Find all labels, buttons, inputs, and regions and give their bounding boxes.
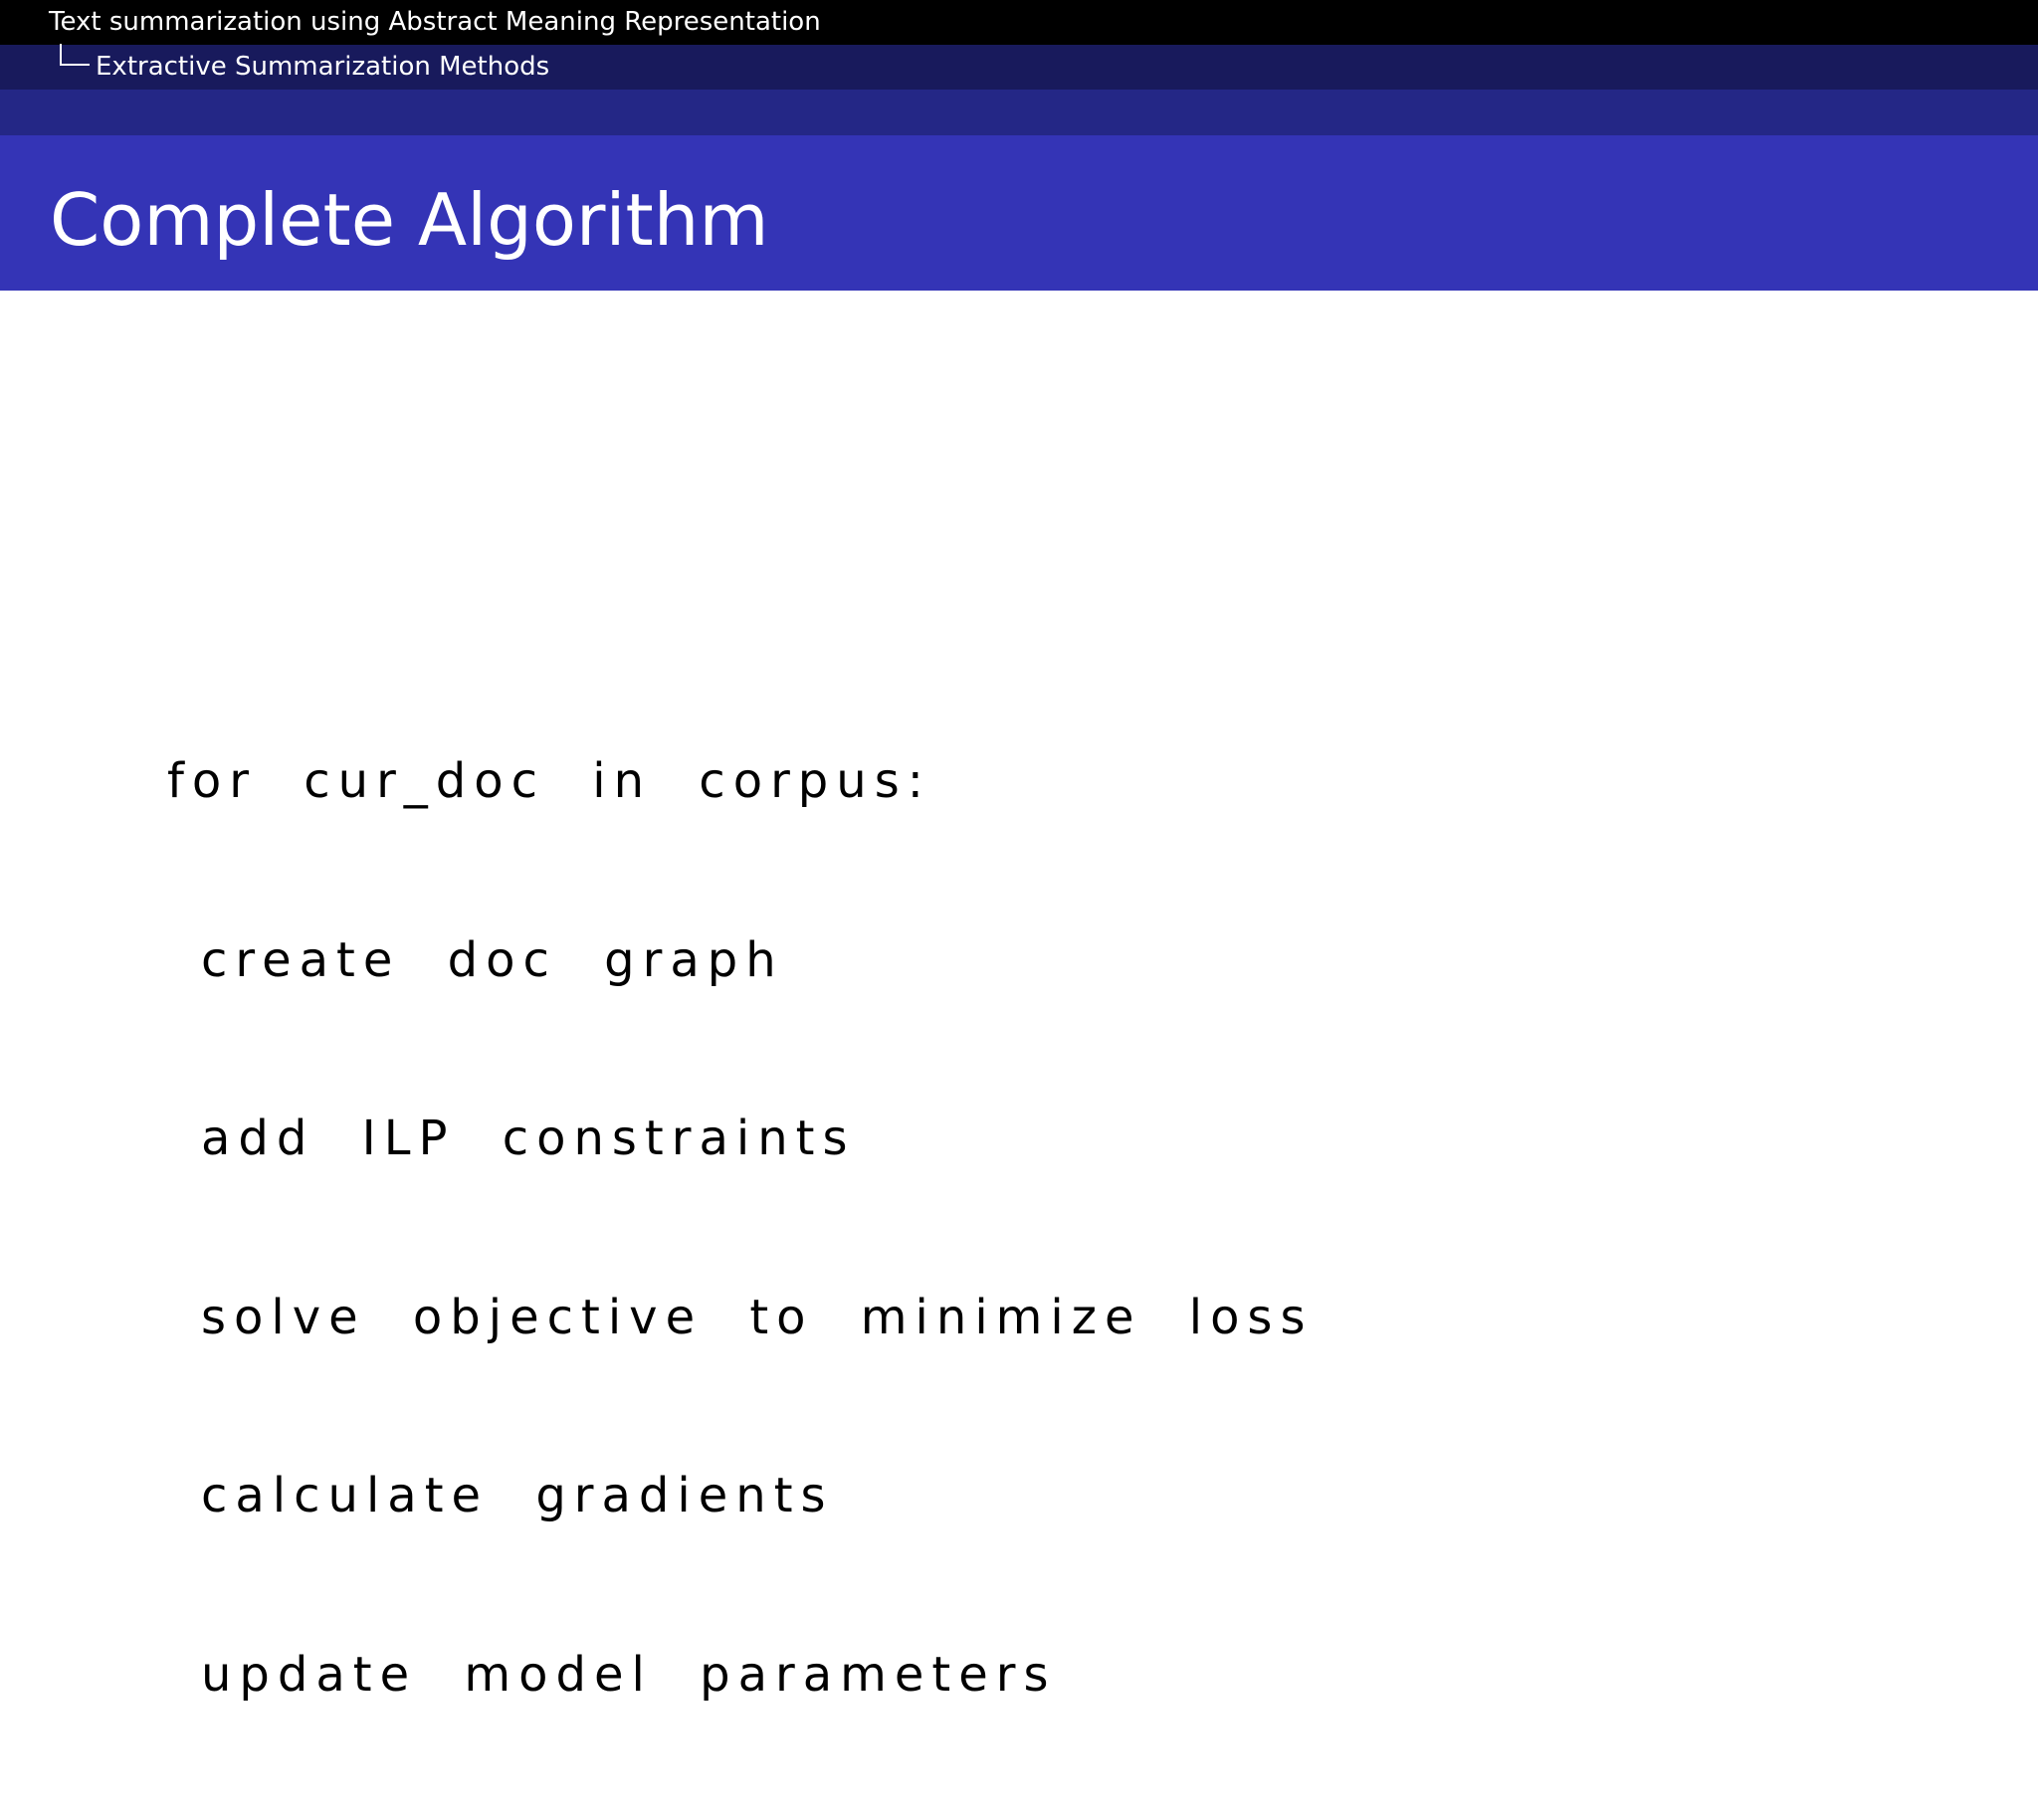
algorithm-block — [167, 637, 1313, 1820]
algorithm-line: for cur_doc in corpus: — [167, 753, 931, 809]
tree-connector-icon — [60, 44, 90, 66]
algorithm-line: solve objective to minimize loss — [201, 1289, 1314, 1345]
algorithm-line: add ILP constraints — [201, 1111, 856, 1166]
section-title: Extractive Summarization Methods — [96, 52, 550, 82]
algorithm-line: update model parameters — [201, 1646, 1057, 1703]
subsection-bar — [0, 90, 2038, 135]
algorithm-line: calculate gradients — [201, 1468, 834, 1523]
page-title: Complete Algorithm — [50, 178, 769, 262]
presentation-title: Text summarization using Abstract Meaning Representation — [49, 7, 821, 37]
algorithm-line: create doc graph — [201, 931, 784, 988]
